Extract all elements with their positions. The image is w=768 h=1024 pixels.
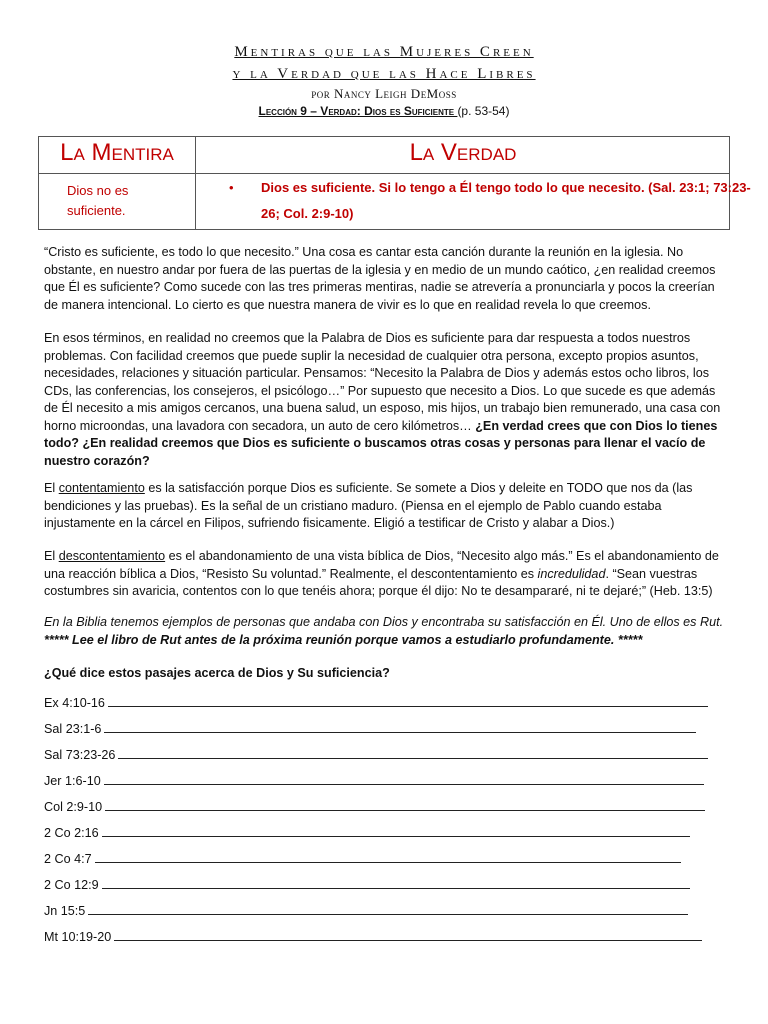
- truth-bullet: •: [229, 180, 234, 195]
- answer-line[interactable]: [105, 798, 705, 811]
- lie-truth-table: [38, 136, 751, 230]
- term-unbelief: incredulidad: [537, 566, 606, 581]
- truth-statement: Dios es suficiente. Si lo tengo a Él tengo todo lo que necesito. (Sal. 23:1; 73:23-26; Col. 2:9-10): [261, 180, 751, 221]
- document-title-line-1: [0, 44, 768, 61]
- paragraph-4-start: El: [44, 549, 59, 563]
- paragraph-2-text: En esos términos, en realidad no creemos que la Palabra de Dios es suficiente para dar respuesta a todos nuestros problemas. Con facilidad creemos que puede suplir la necesidad de cualquier otra persona, excepto propios asuntos, necesidades, relaciones y situación particular. Pensamos: “Necesito la Palabra de Dios y además estos ocho libros, los CDs, las conferencias, los consejeros, el psicólogo…” Por supuesto que necesito a Dios. Lo que sucede es que además de Él necesito a mis amigos cercanos, una buena salud, un esposo, mis hijos, un trabajo bien remunerado, una casa con horno microondas, una lavadora con secadora, un auto de cero kilómetros…: [44, 331, 721, 433]
- question-reference: Ex 4:10-16: [44, 696, 105, 710]
- ruth-note-line-1: En la Biblia tenemos ejemplos de personas que andaba con Dios y encontraba su satisfacción en Él. Uno de ellos es Rut.: [44, 615, 724, 629]
- paragraph-contentment: [44, 480, 730, 533]
- question-row: [44, 798, 705, 814]
- answer-line[interactable]: [102, 876, 690, 889]
- question-row: [44, 928, 702, 944]
- question-reference: Jn 15:5: [44, 904, 86, 918]
- question-reference: 2 Co 4:7: [44, 852, 92, 866]
- paragraph-4-end: . “Sean vuestras costumbres sin avaricia, contentos con lo que tenéis ahora; porque él dijo: No te desampararé, ni te dejaré;” (Heb. 13:5): [44, 566, 713, 598]
- question-row: [44, 824, 690, 840]
- answer-line[interactable]: [104, 772, 704, 785]
- author-line: por Nancy Leigh DeMoss: [311, 86, 457, 101]
- question-reference: 2 Co 2:16: [44, 826, 99, 840]
- document-title-line-2: [0, 66, 768, 83]
- questions-title: ¿Qué dice estos pasajes acerca de Dios y Su suficiencia?: [44, 666, 390, 680]
- answer-line[interactable]: [104, 720, 696, 733]
- question-reference: Sal 23:1-6: [44, 722, 102, 736]
- question-row: [44, 876, 690, 892]
- lesson-label: Lección 9 – Verdad: Dios es Suficiente: [258, 104, 458, 118]
- answer-line[interactable]: [88, 902, 688, 915]
- term-contentment: contentamiento: [58, 481, 145, 495]
- answer-line[interactable]: [95, 850, 681, 863]
- answer-line[interactable]: [114, 928, 702, 941]
- question-row: [44, 720, 696, 736]
- question-row: [44, 850, 681, 866]
- paragraph-3-rest: es la satisfacción porque Dios es suficiente. Se somete a Dios y deleite en TODO que nos da (las bendiciones y las pruebas). Es la señal de un cristiano maduro. (Piensa en el ejemplo de Pablo cuando estaba injustamente en la cárcel en Filipos, sufriendo fisicamente. Eligió a testificar de Cristo y alabar a Dios.): [44, 481, 693, 530]
- question-reference: Col 2:9-10: [44, 800, 103, 814]
- paragraph-discontentment: [44, 548, 730, 601]
- lie-header: La Mentira: [60, 139, 174, 166]
- paragraph-ruth-note: [44, 614, 730, 649]
- paragraph-3-start: El: [44, 481, 59, 495]
- lesson-pages: (p. 53-54): [457, 104, 510, 118]
- question-row: [44, 902, 688, 918]
- question-row: [44, 694, 708, 710]
- paragraph-word-of-god: [44, 330, 730, 470]
- lie-statement: Dios no es suficiente.: [67, 183, 129, 218]
- lesson-line: [0, 104, 768, 118]
- paragraph-4-mid: es el abandonamiento de una vista bíblica de Dios, “Necesito algo más.” Es el abandonamiento de una reacción bíblica a Dios, “Resisto Su voluntad.” Realmente, el descontentamiento es: [44, 549, 719, 581]
- question-reference: Sal 73:23-26: [44, 748, 116, 762]
- paragraph-2-question: ¿En verdad crees que con Dios lo tienes todo? ¿En realidad creemos que Dios es suficiente o buscamos otras cosas y personas para llenar el vacío de nuestro corazón?: [44, 418, 718, 468]
- truth-header: La Verdad: [409, 139, 517, 166]
- answer-line[interactable]: [102, 824, 690, 837]
- ruth-note-line-2: ***** Lee el libro de Rut antes de la próxima reunión porque vamos a estudiarlo profundamente. *****: [44, 632, 643, 647]
- title-line-1-text: Mentiras que las Mujeres Creen: [234, 44, 534, 60]
- table-divider-horizontal: [39, 173, 729, 174]
- question-reference: Mt 10:19-20: [44, 930, 112, 944]
- answer-line[interactable]: [108, 694, 708, 707]
- title-line-2-text: y la Verdad que las Hace Libres: [232, 66, 536, 82]
- question-row: [44, 746, 708, 762]
- question-reference: 2 Co 12:9: [44, 878, 99, 892]
- paragraph-intro: “Cristo es suficiente, es todo lo que necesito.” Una cosa es cantar esta canción durante la reunión en la iglesia. No obstante, en nuestro andar por fuera de las puertas de la iglesia y en medio de un mundo caótico, ¿en realidad creemos que Él es suficiente? Como sucede con las tres primeras mentiras, nadie se atrevería a pronunciarla y pocos la creerían de manera intencional. Lo cierto es que nuestra manera de vivir es lo que en realidad revela lo que creemos.: [44, 245, 716, 312]
- question-reference: Jer 1:6-10: [44, 774, 101, 788]
- term-discontentment: descontentamiento: [58, 549, 166, 563]
- answer-line[interactable]: [118, 746, 708, 759]
- question-row: [44, 772, 704, 788]
